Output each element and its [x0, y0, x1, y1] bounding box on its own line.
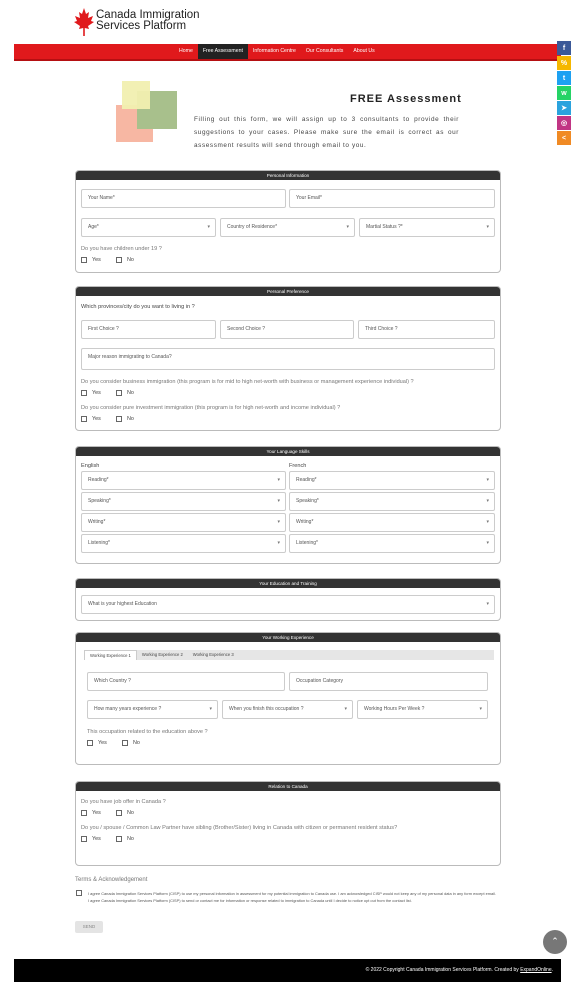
- sibling-question: Do you / spouse / Common Law Partner have sibling (Brother/Sister) living in Canada with citizen or permanent resident status?: [81, 825, 398, 831]
- checkbox-label: No: [127, 836, 134, 842]
- checkbox-label: No: [127, 416, 134, 422]
- business-immigration-question: Do you consider business immigration (this program is for mid to high net-worth with business or management experience individual) ?: [81, 379, 414, 385]
- checkbox-label: No: [127, 810, 134, 816]
- panel-heading: Relation to Canada: [76, 782, 500, 791]
- business-yes-checkbox[interactable]: [81, 390, 101, 396]
- nav-free-assessment[interactable]: Free Assessment: [198, 44, 248, 59]
- site-footer: [14, 959, 561, 982]
- investment-yes-checkbox[interactable]: [81, 416, 101, 422]
- tab-working-experience-2[interactable]: Working Experience 2: [141, 652, 183, 657]
- second-choice-input[interactable]: Second Choice ?: [220, 320, 354, 339]
- nav-information-centre[interactable]: Information Centre: [252, 48, 296, 54]
- provinces-question: Which provinces/city do you want to living in ?: [81, 304, 195, 310]
- nav-home[interactable]: Home: [179, 48, 193, 54]
- french-reading-select[interactable]: Reading* ▾: [289, 471, 495, 490]
- checkbox-label: Yes: [92, 390, 101, 396]
- first-choice-input[interactable]: First Choice ?: [81, 320, 216, 339]
- name-input[interactable]: Your Name*: [81, 189, 286, 208]
- children-question: Do you have children under 19 ?: [81, 246, 162, 252]
- panel-heading: Your Language Skills: [76, 447, 500, 456]
- english-listening-select[interactable]: Listening* ▾: [81, 534, 286, 553]
- children-yes-checkbox[interactable]: [81, 257, 101, 263]
- main-navigation: [14, 44, 561, 61]
- reason-textarea[interactable]: Major reason immigrating to Canada?: [81, 348, 495, 370]
- checkbox-label: Yes: [92, 257, 101, 263]
- hero-description: Filling out this form, we will assign up to 3 consultants to provide their suggestions to your cases. Please make sure the email is correct as our assessment results will send through email to you.: [194, 116, 459, 149]
- country-select[interactable]: Country of Residence* ▾: [220, 218, 355, 237]
- relation-to-canada-panel: [75, 781, 501, 866]
- nav-our-consultants[interactable]: Our Consultants: [305, 48, 344, 54]
- french-speaking-select[interactable]: Speaking* ▾: [289, 492, 495, 511]
- tab-working-experience-3[interactable]: Working Experience 3: [192, 652, 234, 657]
- email-input[interactable]: Your Email*: [289, 189, 495, 208]
- investment-immigration-question: Do you consider pure investment immigration (this program is for high net-worth and income individual) ?: [81, 405, 341, 411]
- copyright-text: © 2022 Copyright Canada Immigration Services Platform. Created by: [365, 967, 521, 973]
- panel-heading: Personal Preference: [76, 287, 500, 296]
- share-icon[interactable]: <: [557, 131, 571, 145]
- sibling-yes-checkbox[interactable]: [81, 836, 101, 842]
- site-header: [0, 0, 575, 44]
- checkbox-label: Yes: [92, 836, 101, 842]
- brand-line-1: Canada Immigration: [96, 9, 200, 21]
- children-no-checkbox[interactable]: [116, 257, 134, 263]
- work-country-input[interactable]: Which Country ?: [87, 672, 285, 691]
- whatsapp-icon[interactable]: w: [557, 86, 571, 100]
- checkbox-label: Yes: [92, 810, 101, 816]
- french-writing-select[interactable]: Writing* ▾: [289, 513, 495, 532]
- job-offer-yes-checkbox[interactable]: [81, 810, 101, 816]
- facebook-icon[interactable]: f: [557, 41, 571, 55]
- hero-decor-square-yellow: [122, 81, 150, 109]
- checkbox-label: No: [133, 740, 140, 746]
- telegram-icon[interactable]: ➤: [557, 101, 571, 115]
- checkbox-label: No: [127, 390, 134, 396]
- martial-status-select[interactable]: Martial Status ?* ▾: [359, 218, 495, 237]
- checkbox-label: No: [127, 257, 134, 263]
- investment-no-checkbox[interactable]: [116, 416, 134, 422]
- english-label: English: [81, 463, 100, 469]
- brand-name: [96, 10, 200, 32]
- link-icon[interactable]: %: [557, 56, 571, 70]
- finish-occupation-select[interactable]: When you finish this occupation ? ▾: [222, 700, 353, 719]
- english-speaking-select[interactable]: Speaking* ▾: [81, 492, 286, 511]
- job-offer-question: Do you have job offer in Canada ?: [81, 799, 166, 805]
- english-reading-select[interactable]: Reading* ▾: [81, 471, 286, 490]
- working-experience-tabs: [84, 650, 494, 660]
- terms-text: I agree Canada Immigration Services Platform (CISP) to use my personal information in assessment for my potential immigration to Canada use. I am acknowledged CISP would not keep any of my personal data in any form except email. I agree Canada Immigration Services Platform (CISP) to send or contact me for information or response related to immigration to Canada until I decide to notice opt out from the contact list.: [88, 891, 496, 903]
- chevron-up-icon: ⌃: [551, 936, 559, 946]
- working-hours-select[interactable]: Working Hours Per Week ? ▾: [357, 700, 488, 719]
- third-choice-input[interactable]: Third Choice ?: [358, 320, 495, 339]
- panel-heading: Personal Information: [76, 171, 500, 180]
- nav-about-us[interactable]: About Us: [353, 48, 375, 54]
- years-experience-select[interactable]: How many years experience ? ▾: [87, 700, 218, 719]
- twitter-icon[interactable]: t: [557, 71, 571, 85]
- page-title: FREE Assessment: [350, 93, 462, 105]
- terms-checkbox[interactable]: [76, 890, 87, 896]
- send-button[interactable]: SEND: [75, 921, 103, 933]
- age-select[interactable]: Age* ▾: [81, 218, 216, 237]
- checkbox-label: Yes: [92, 416, 101, 422]
- panel-heading: Your Working Experience: [76, 633, 500, 642]
- highest-education-select[interactable]: What is your highest Education ▾: [81, 595, 495, 614]
- expandonline-link[interactable]: ExpandOnline: [520, 967, 552, 973]
- occupation-related-question: This occupation related to the education above ?: [87, 729, 208, 735]
- brand-line-2: Services Platform: [96, 20, 187, 32]
- english-writing-select[interactable]: Writing* ▾: [81, 513, 286, 532]
- related-yes-checkbox[interactable]: [87, 740, 107, 746]
- maple-leaf-icon: [74, 8, 94, 36]
- scroll-to-top-button[interactable]: [543, 930, 567, 954]
- sibling-no-checkbox[interactable]: [116, 836, 134, 842]
- instagram-icon[interactable]: ◎: [557, 116, 571, 130]
- checkbox-label: Yes: [98, 740, 107, 746]
- site-logo[interactable]: [74, 8, 200, 36]
- copyright-end: .: [551, 967, 553, 973]
- tab-working-experience-1[interactable]: Working Experience 1: [84, 650, 137, 660]
- terms-heading: Terms & Acknowledgement: [75, 877, 148, 883]
- job-offer-no-checkbox[interactable]: [116, 810, 134, 816]
- related-no-checkbox[interactable]: [122, 740, 140, 746]
- business-no-checkbox[interactable]: [116, 390, 134, 396]
- french-listening-select[interactable]: Listening* ▾: [289, 534, 495, 553]
- french-label: French: [289, 463, 307, 469]
- occupation-category-input[interactable]: Occupation Category: [289, 672, 488, 691]
- panel-heading: Your Education and Training: [76, 579, 500, 588]
